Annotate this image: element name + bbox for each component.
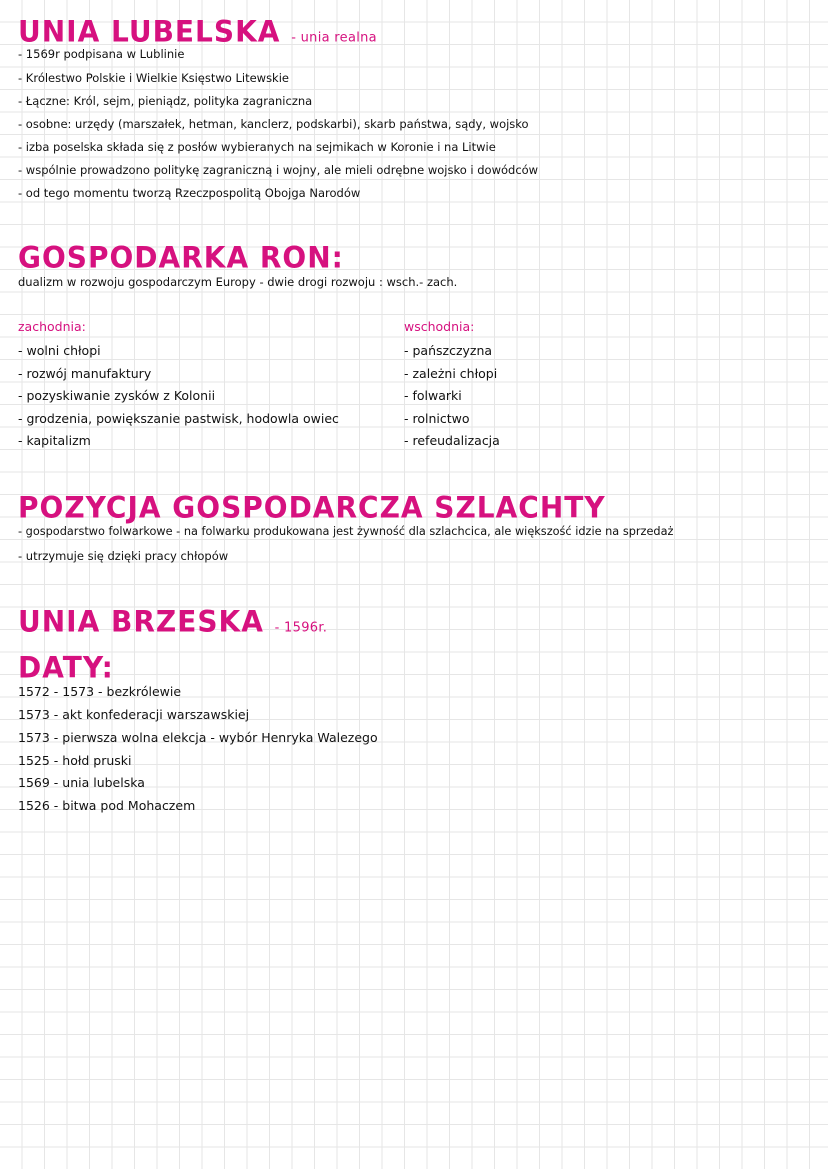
daty-line: 1569 - unia lubelska bbox=[18, 775, 145, 790]
unia-lubelska-line: - od tego momentu tworzą Rzeczpospolitą Obojga Narodów bbox=[18, 186, 361, 200]
unia-lubelska-line: - Królestwo Polskie i Wielkie Księstwo Litewskie bbox=[18, 71, 289, 85]
pozycja-line: - gospodarstwo folwarkowe - na folwarku produkowana jest żywność dla szlachcica, ale większość idzie na sprzedaż bbox=[18, 525, 674, 538]
daty-heading bbox=[18, 650, 114, 685]
west-label: zachodnia: bbox=[18, 319, 86, 334]
west-item: - wolni chłopi bbox=[18, 343, 101, 358]
daty-line: 1525 - hołd pruski bbox=[18, 753, 132, 768]
daty-line: 1526 - bitwa pod Mohaczem bbox=[18, 798, 196, 813]
unia-brzeska-title: UNIA BRZESKA bbox=[18, 604, 264, 639]
daty-title: DATY: bbox=[18, 650, 114, 685]
pozycja-line: - utrzymuje się dzięki pracy chłopów bbox=[18, 549, 229, 563]
unia-lubelska-line: - wspólnie prowadzono politykę zagraniczną i wojny, ale mieli odrębne wojsko i dowódców bbox=[18, 163, 539, 177]
east-label: wschodnia: bbox=[404, 319, 475, 334]
unia-brzeska-heading bbox=[18, 604, 327, 639]
unia-lubelska-subtitle: - unia realna bbox=[291, 29, 377, 46]
unia-lubelska-line: - 1569r podpisana w Lublinie bbox=[18, 47, 185, 61]
unia-lubelska-line: - osobne: urzędy (marszałek, hetman, kanclerz, podskarbi), skarb państwa, sądy, wojsko bbox=[18, 117, 529, 131]
daty-line: 1572 - 1573 - bezkrólewie bbox=[18, 684, 182, 699]
gospodarka-heading bbox=[18, 240, 344, 275]
gospodarka-intro: dualizm w rozwoju gospodarczym Europy - dwie drogi rozwoju : wsch.- zach. bbox=[18, 275, 458, 289]
west-item: - grodzenia, powiększanie pastwisk, hodowla owiec bbox=[18, 411, 339, 426]
unia-lubelska-line: - izba poselska składa się z posłów wybieranych na sejmikach w Koronie i na Litwie bbox=[18, 140, 496, 154]
east-item: - folwarki bbox=[404, 388, 462, 403]
west-item: - rozwój manufaktury bbox=[18, 366, 152, 381]
daty-line: 1573 - akt konfederacji warszawskiej bbox=[18, 707, 250, 722]
unia-lubelska-title: UNIA LUBELSKA bbox=[18, 14, 281, 49]
east-item: - pańszczyzna bbox=[404, 343, 493, 358]
pozycja-title: POZYCJA GOSPODARCZA SZLACHTY bbox=[18, 490, 606, 525]
unia-lubelska-line: - Łączne: Król, sejm, pieniądz, polityka zagraniczna bbox=[18, 94, 313, 108]
west-item: - pozyskiwanie zysków z Kolonii bbox=[18, 388, 216, 403]
gospodarka-title: GOSPODARKA RON: bbox=[18, 240, 344, 275]
west-item: - kapitalizm bbox=[18, 433, 91, 448]
daty-line: 1573 - pierwsza wolna elekcja - wybór Henryka Walezego bbox=[18, 730, 378, 745]
unia-brzeska-subtitle: - 1596r. bbox=[274, 619, 328, 636]
pozycja-heading bbox=[18, 490, 606, 525]
east-item: - zależni chłopi bbox=[404, 366, 498, 381]
east-item: - rolnictwo bbox=[404, 411, 470, 426]
east-item: - refeudalizacja bbox=[404, 433, 500, 448]
